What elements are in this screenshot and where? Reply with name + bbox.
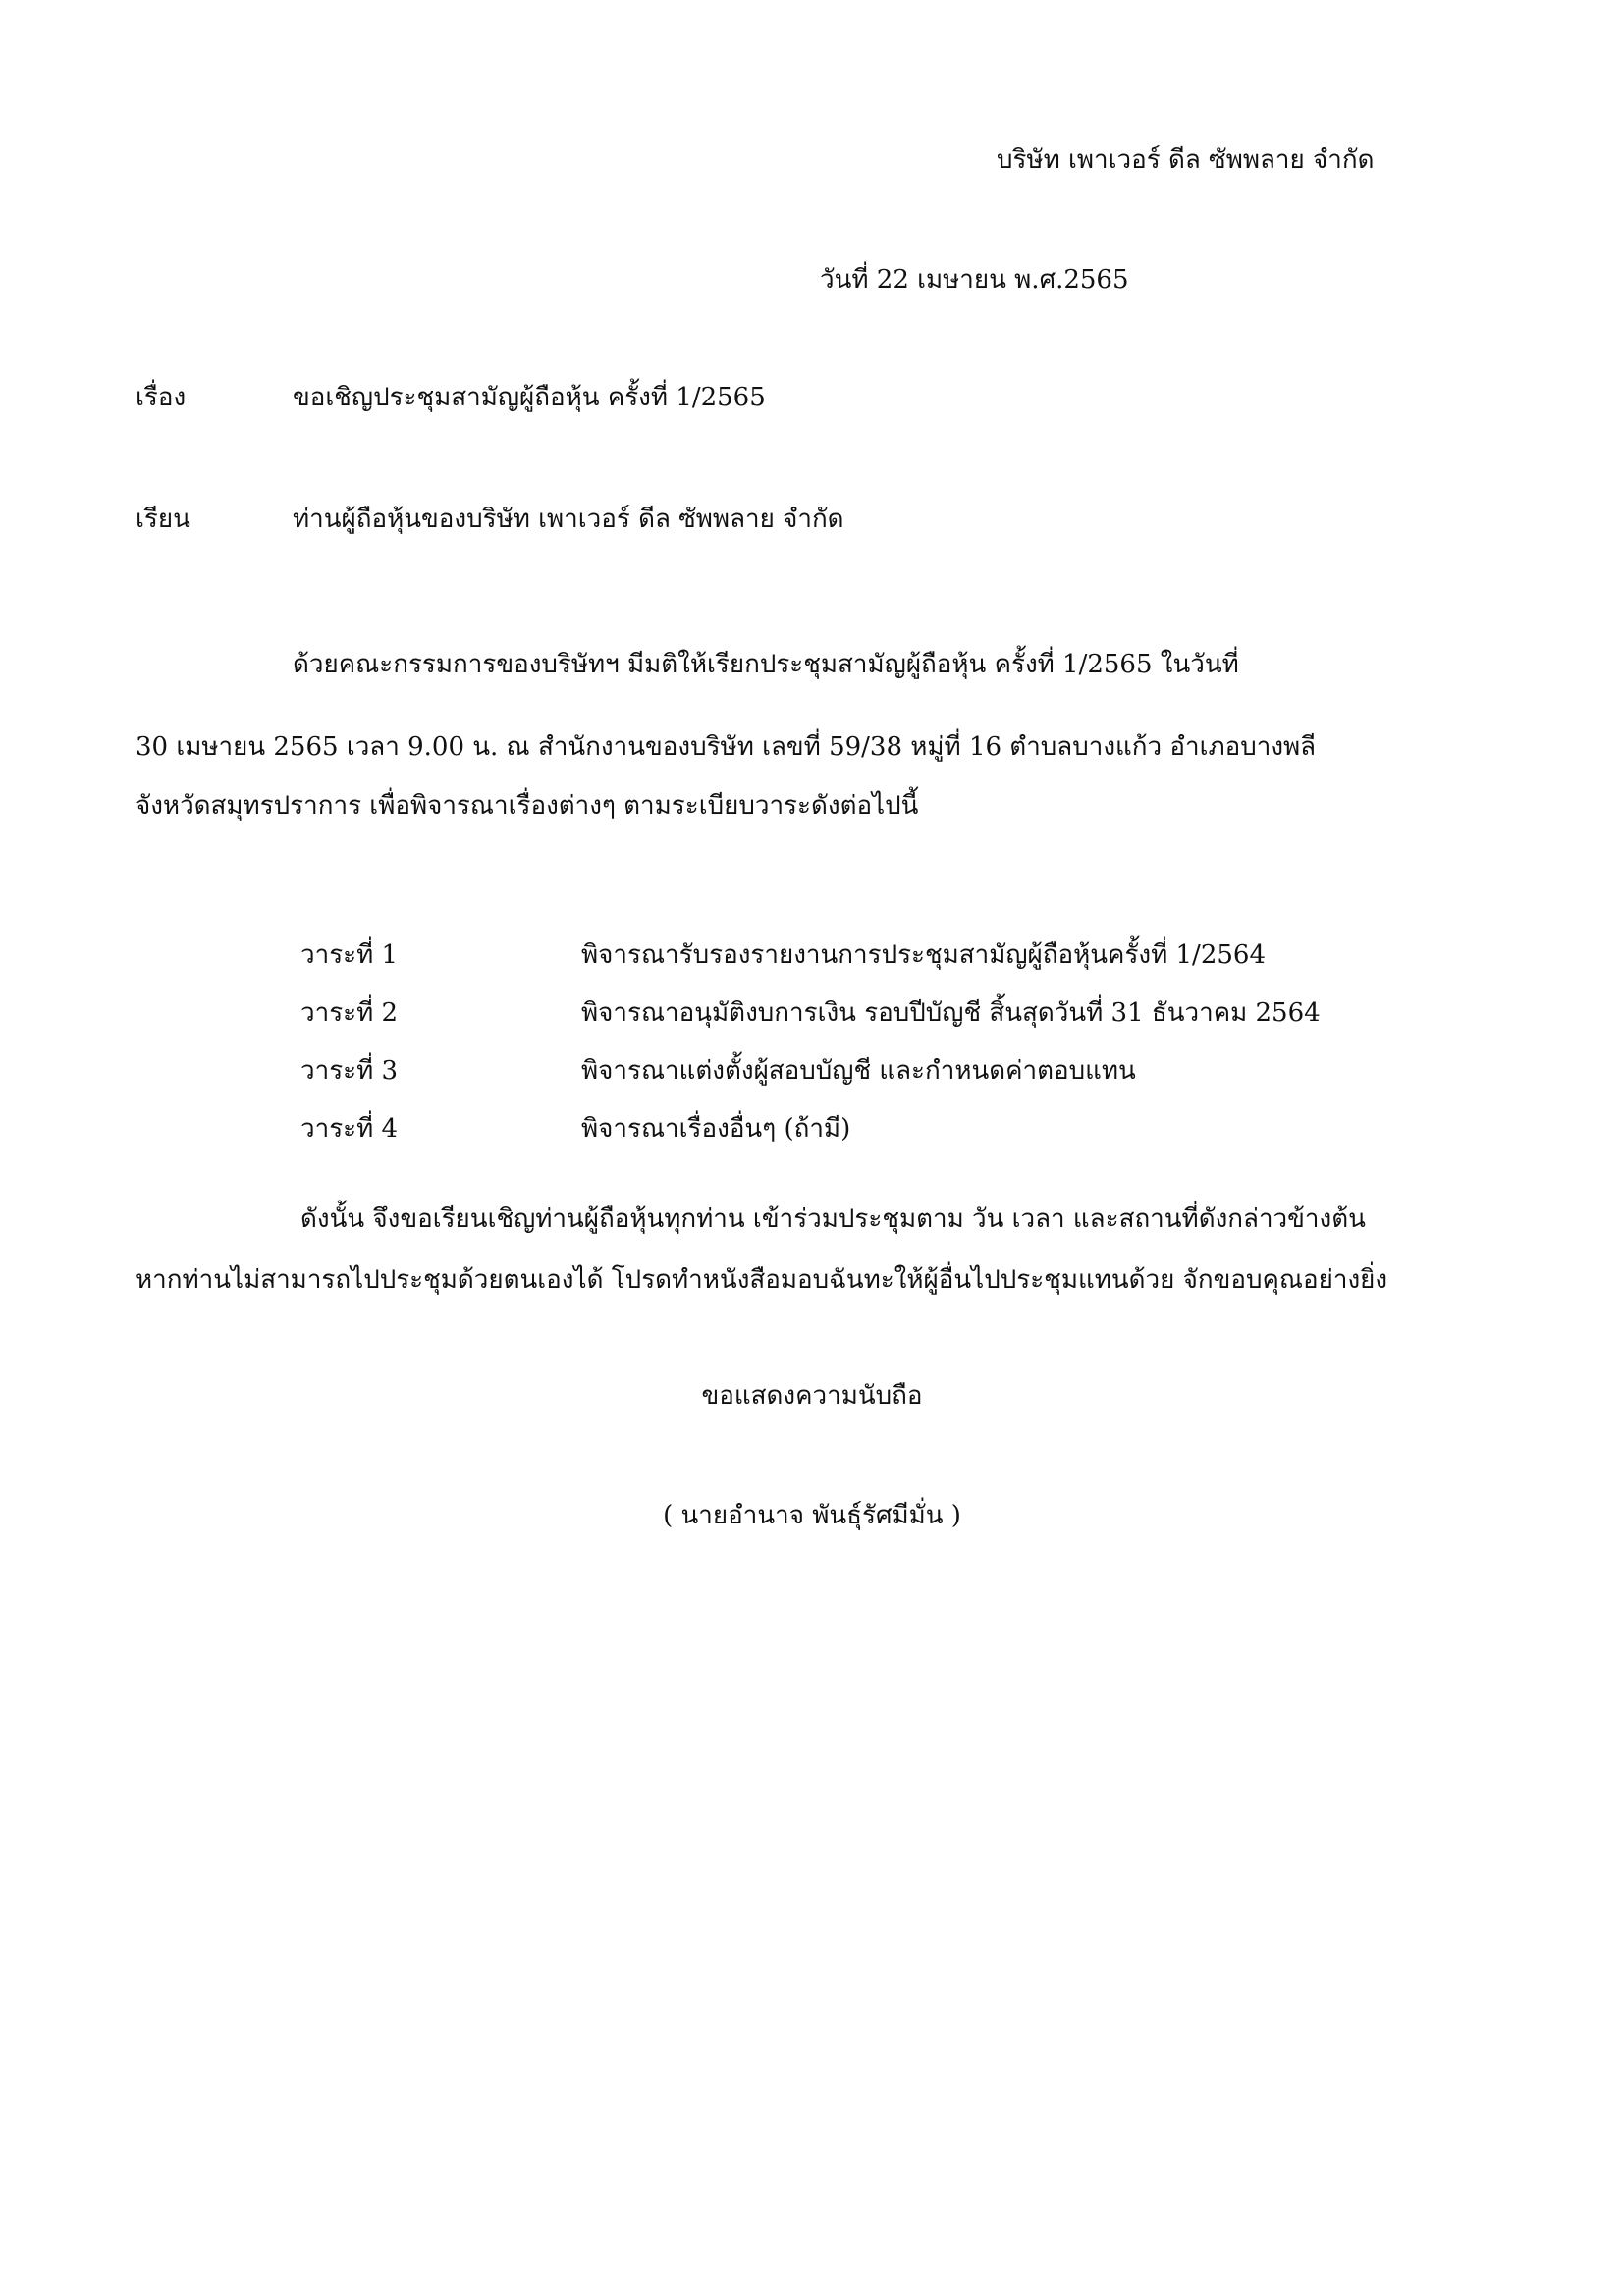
agenda-item-1-description: พิจารณารับรองรายงานการประชุมสามัญผู้ถือหุ้นครั้งที่ 1/2564 bbox=[581, 940, 1266, 970]
body-paragraph-2-line-1: ดังนั้น จึงขอเรียนเชิญท่านผู้ถือหุ้นทุกท่าน เข้าร่วมประชุมตาม วัน เวลา และสถานที่ดังกล่าวข้างต้น bbox=[300, 1204, 1366, 1234]
agenda-item-3-description: พิจารณาแต่งตั้งผู้สอบบัญชี และกำหนดค่าตอบแทน bbox=[581, 1056, 1136, 1086]
body-paragraph-1-line-3: จังหวัดสมุทรปราการ เพื่อพิจารณาเรื่องต่างๆ ตามระเบียบวาระดังต่อไปนี้ bbox=[135, 791, 919, 821]
company-name: บริษัท เพาเวอร์ ดีล ซัพพลาย จำกัด bbox=[997, 145, 1375, 175]
recipient-text: ท่านผู้ถือหุ้นของบริษัท เพาเวอร์ ดีล ซัพพลาย จำกัด bbox=[293, 505, 844, 534]
subject-label: เรื่อง bbox=[135, 383, 187, 412]
agenda-item-4-number: วาระที่ 4 bbox=[300, 1114, 399, 1144]
agenda-item-4-description: พิจารณาเรื่องอื่นๆ (ถ้ามี) bbox=[581, 1114, 851, 1144]
letter-date: วันที่ 22 เมษายน พ.ศ.2565 bbox=[820, 265, 1129, 294]
body-paragraph-1-line-1: ด้วยคณะกรรมการของบริษัทฯ มีมติให้เรียกประชุมสามัญผู้ถือหุ้น ครั้งที่ 1/2565 ในวันที่ bbox=[293, 650, 1239, 679]
signer-name: ( นายอำนาจ พันธุ์รัศมีมั่น ) bbox=[663, 1501, 961, 1530]
subject-text: ขอเชิญประชุมสามัญผู้ถือหุ้น ครั้งที่ 1/2565 bbox=[293, 383, 766, 412]
recipient-label: เรียน bbox=[135, 505, 190, 534]
agenda-item-2-description: พิจารณาอนุมัติงบการเงิน รอบปีบัญชี สิ้นสุดวันที่ 31 ธันวาคม 2564 bbox=[581, 998, 1321, 1028]
body-paragraph-1-line-2: 30 เมษายน 2565 เวลา 9.00 น. ณ สำนักงานของบริษัท เลขที่ 59/38 หมู่ที่ 16 ตำบลบางแก้ว อำเภอบางพลี bbox=[135, 732, 1317, 762]
agenda-item-2-number: วาระที่ 2 bbox=[300, 998, 399, 1028]
body-paragraph-2-line-2: หากท่านไม่สามารถไปประชุมด้วยตนเองได้ โปรดทำหนังสือมอบฉันทะให้ผู้อื่นไปประชุมแทนด้วย จักขอบคุณอย่างยิ่ง bbox=[135, 1265, 1388, 1295]
agenda-item-3-number: วาระที่ 3 bbox=[300, 1056, 399, 1086]
closing-salutation: ขอแสดงความนับถือ bbox=[701, 1381, 923, 1411]
agenda-item-1-number: วาระที่ 1 bbox=[300, 940, 399, 970]
